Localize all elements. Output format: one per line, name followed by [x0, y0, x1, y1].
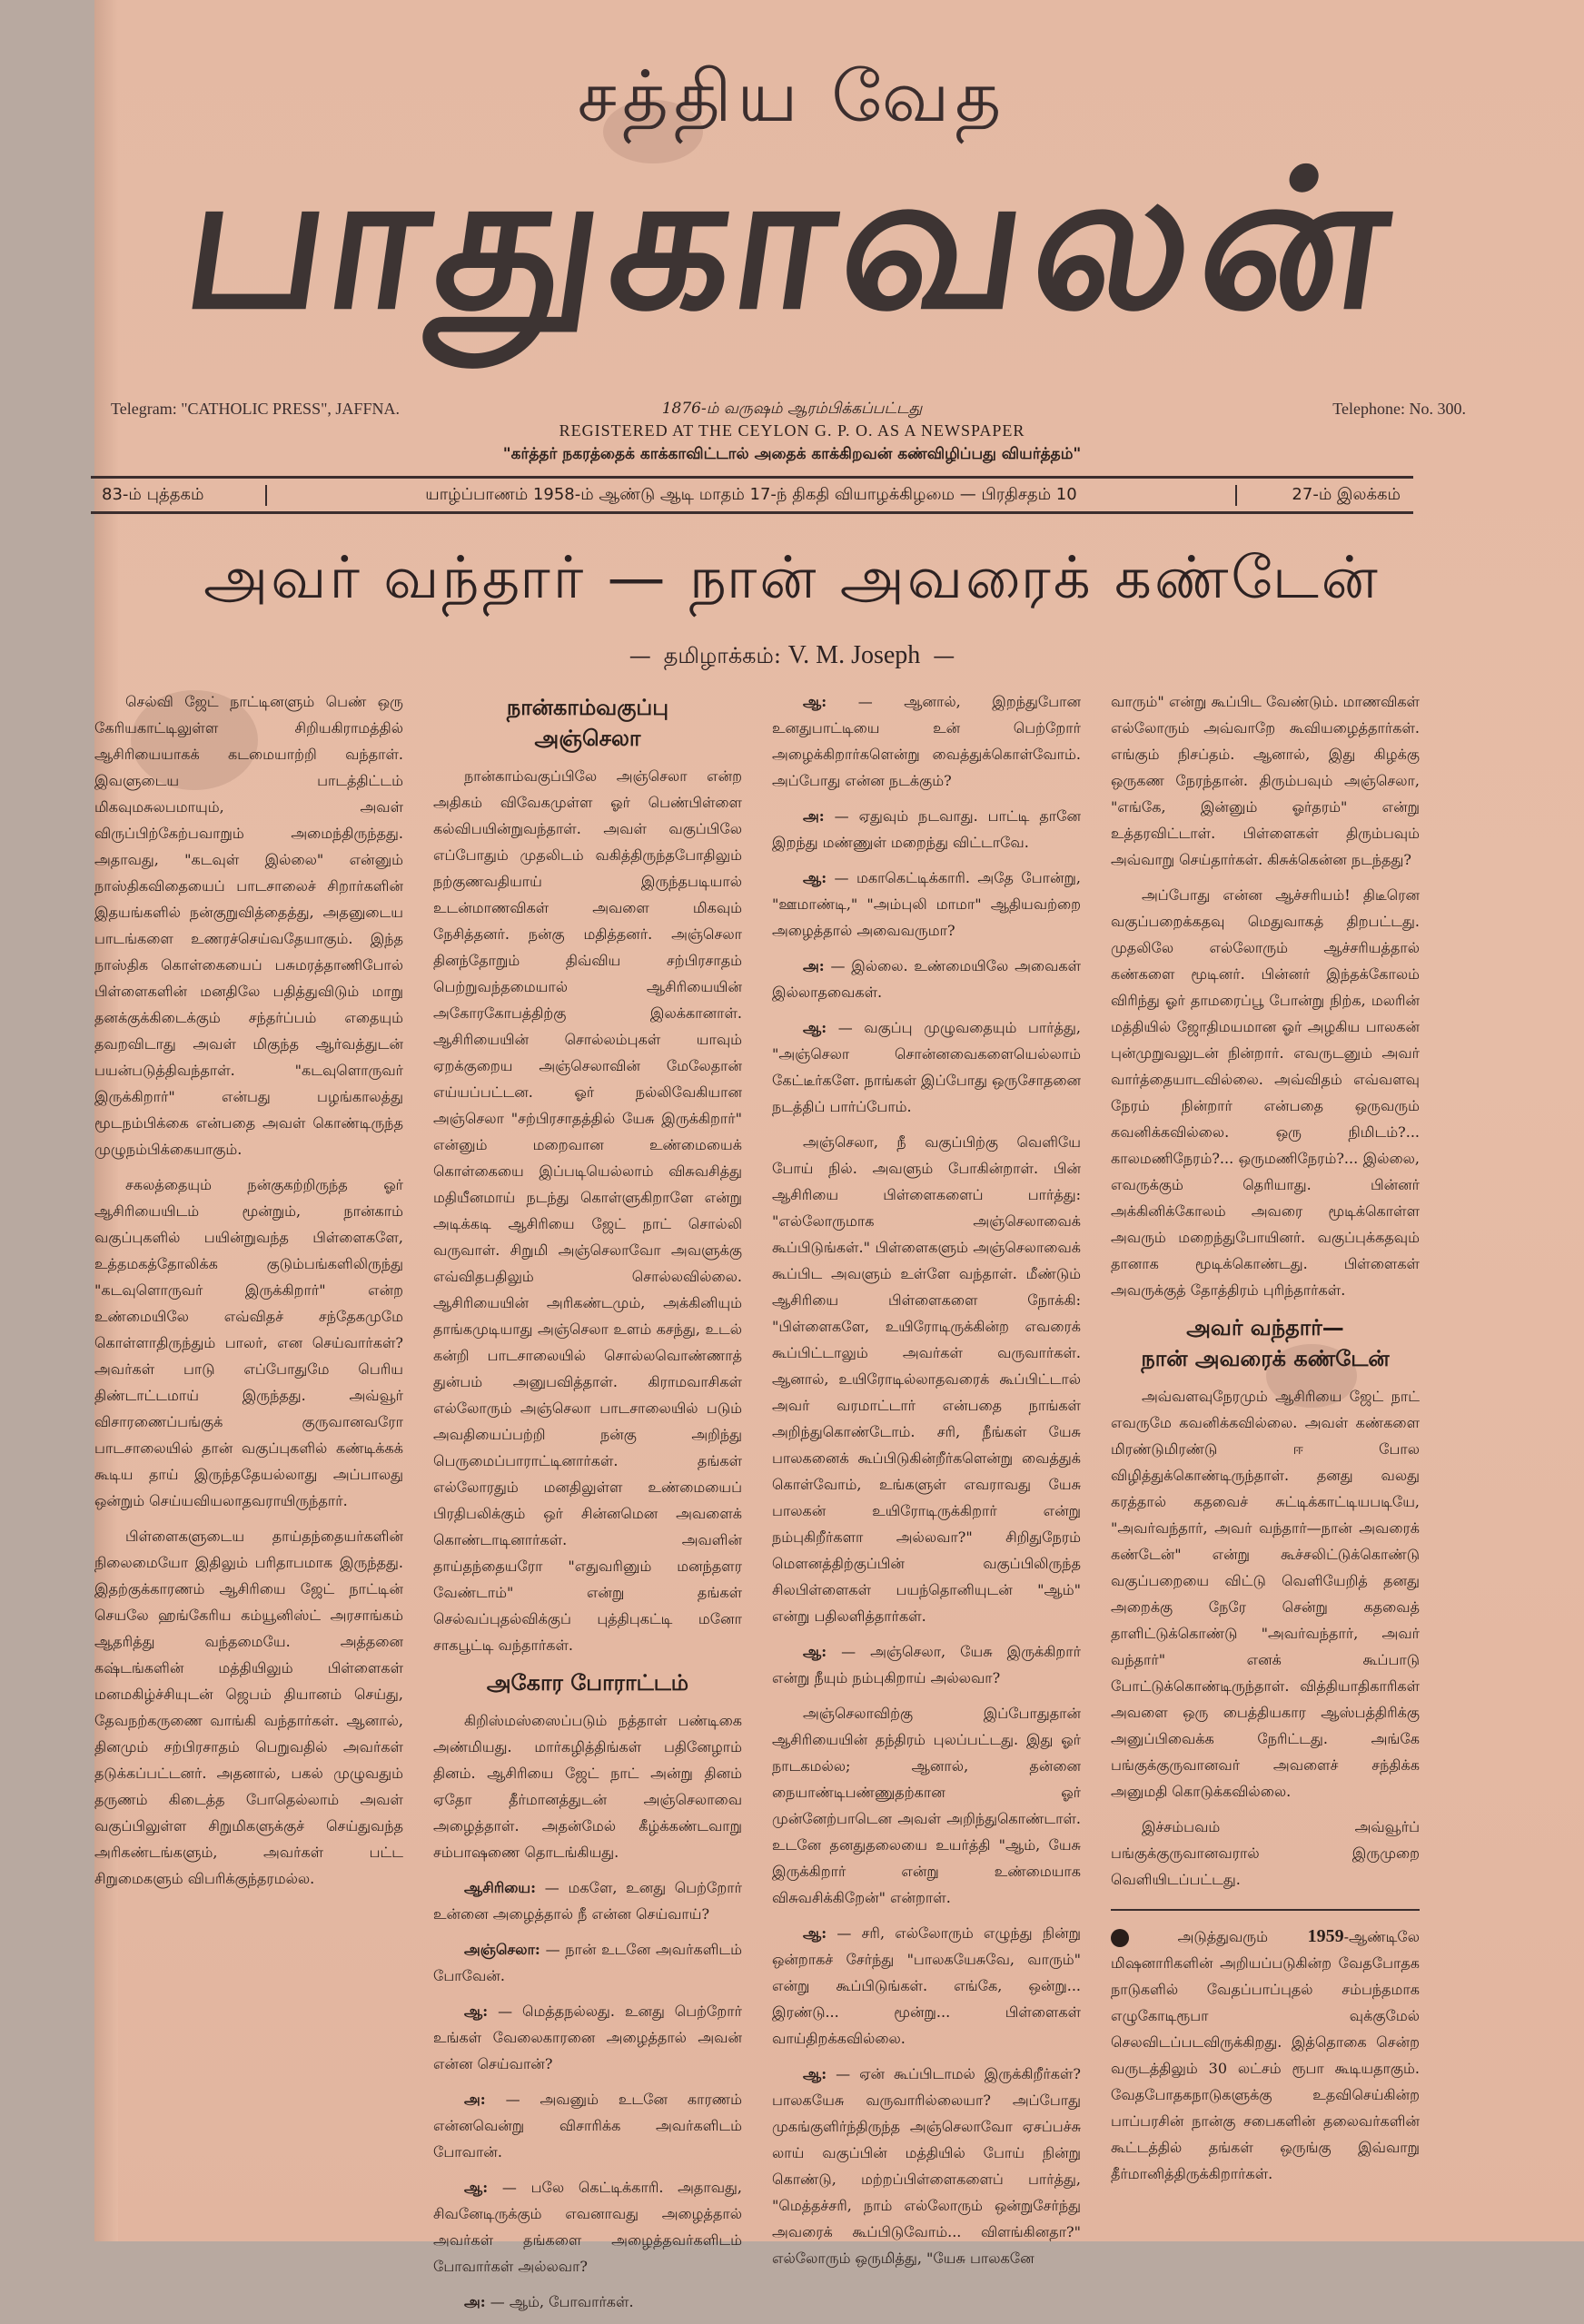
registration-note: REGISTERED AT THE CEYLON G. P. O. AS A NEWSPAPER	[559, 421, 1025, 440]
dialogue-line	[772, 1638, 1081, 1691]
paragraph: பிள்ளைகளுடைய தாய்தந்தையர்களின் நிலைமையோ இதிலும் பரிதாபமாக இருந்தது. இதற்குக்காரணம் ஆசிரியை ஜேட் நாட்டின் செயலே ஹங்கேரிய கம்யூனிஸ்ட் அரசாங்கம் ஆதரித்து வந்தமையே. அத்தனை கஷ்டங்களின் மத்தியிலும் பிள்ளைகள் மனமகிழ்ச்சியுடன் ஜெபம் தியானம் செய்து, தேவநற்கருணை வாங்கி வந்தார்கள். ஆனால், தினமும் சற்பிரசாதம் பெறுவதில் அவர்கள் தடுக்கப்பட்டனர். அதனால், பகல் முழுவதும் தருணம் கிடைத்த போதெல்லாம் அவள் வகுப்பிலுள்ள சிறுமிகளுக்குச் செய்துவந்த அரிகண்டங்களும், அவர்கள் பட்ட சிறுமைகளும் விபரிக்குந்தரமல்ல.	[94, 1528, 403, 1887]
paragraph: நான்காம்வகுப்பிலே அஞ்செலா என்ற அதிகம் விவேகமுள்ள ஓர் பெண்பிள்ளை கல்விபயின்றுவந்தாள். அவள் வகுப்பிலே எப்போதும் முதலிடம் வகித்திருந்தபோதிலும் நற்குணவதியாய் இருந்தபடியால் உடன்மாணவிகள் அவளை மிகவும் நேசித்தனர். நன்கு மதித்தனர். அஞ்செலா தினந்தோறும் திவ்விய சற்பிரசாதம் பெற்றுவந்தமையால் ஆசிரியையின் அகோரகோபத்திற்கு இலக்கானாள். ஆசிரியையின் சொல்லம்புகள் யாவும் ஏறக்குறைய அஞ்செலாவின் மேலேதான் எய்யப்பட்டன. ஓர் நல்லிவேகியான அஞ்செலா "சற்பிரசாதத்தில் யேசு இருக்கிறார்" என்னும் மறைவான உண்மையைக் கொள்கையை இப்படியெல்லாம் விசுவசித்து மதியீனமாய் நடந்து கொள்ளுகிறாளே என்று அடிக்கடி ஆசிரியை ஜேட் நாட் சொல்லி வருவாள். சிறுமி அஞ்செலாவோ அவளுக்கு எவ்விதபதிலும் சொல்லவில்லை. ஆசிரியையின் அரிகண்டமும், அக்கினியும் தாங்கமுடியாது அஞ்செலா உளம் கசந்து, உடல் கன்றி பாடசாலையில் சொல்லவொண்ணாத் துன்பம் அனுபவித்தாள். கிராமவாசிகள் எல்லோரும் அஞ்செலா பாடசாலையில் படும் அவதியைப்பற்றி நன்கு அறிந்து பெருமைப்பாராட்டினார்கள். தங்கள் எல்லோரதும் மனதிலுள்ள உண்மையைப் பிரதிபலிக்கும் ஒர் சின்னமென அவளைக் கொண்டாடினார்கள். அவளின் தாய்தந்தையரோ "எதுவரினும் மனந்தளர வேண்டாம்" என்று தங்கள் செல்வப்புதல்விக்குப் புத்திபுகட்டி மனோ சாகபூட்டி வந்தார்கள்.	[433, 767, 742, 1654]
speech: — அஞ்செலா, யேசு இருக்கிறார் என்று நீயும் நம்புகிறாய் அல்லவா?	[772, 1643, 1081, 1686]
brief-year: 1959	[1307, 1926, 1344, 1946]
speaker: ஆ:	[803, 1924, 827, 1942]
dialogue-line	[433, 2086, 742, 2165]
masthead-subtitle: சத்திய வேத	[577, 56, 1007, 138]
speaker: அஞ்செலா:	[464, 1941, 540, 1958]
speaker: ஆ:	[803, 693, 827, 710]
dialogue-line	[433, 1998, 742, 2077]
paragraph: இச்சம்பவம் அவ்வூர்ப் பங்குக்குருவானவரால் இருமுறை வெளியிடப்பட்டது.	[1111, 1818, 1420, 1888]
dialogue-line	[772, 1014, 1081, 1120]
dateline-bar	[91, 476, 1413, 514]
speaker: ஆ:	[803, 2065, 827, 2082]
issue-date: யாழ்ப்பாணம் 1958-ம் ஆண்டு ஆடி மாதம் 17-ந் திகதி வியாழக்கிழமை — பிரதிசதம் 10	[425, 484, 1077, 504]
translator-name: V. M. Joseph	[787, 641, 921, 669]
article-body	[94, 688, 1421, 2310]
speech: — ஆனால், இறந்துபோன உனதுபாட்டியை உன் பெற்றோர் அழைக்கிறார்களென்று வைத்துக்கொள்வோம். அப்போது என்ன நடக்கும்?	[772, 693, 1081, 789]
speech: — நான் உடனே அவர்களிடம் போவேன்.	[433, 1941, 742, 1984]
article-headline: அவர் வந்தார் — நான் அவரைக் கண்டேன்	[203, 545, 1381, 612]
speaker: ஆ:	[803, 1643, 827, 1660]
column-1	[94, 688, 403, 1901]
dialogue-line	[433, 1874, 742, 1927]
telegram-address: Telegram: "CATHOLIC PRESS", JAFFNA.	[111, 400, 400, 418]
news-brief	[1111, 1909, 1420, 2187]
paragraph: சகலத்தையும் நன்குகற்றிருந்த ஓர் ஆசிரியையிடம் மூன்றும், நான்காம் வகுப்புகளில் பயின்றுவந்த பிள்ளைகளே, உத்தமகத்தோலிக்க குடும்பங்களிலிருந்து "கடவுளொருவர் இருக்கிறார்" என்ற உண்மையிலே எவ்விதச் சந்தேகமுமே கொள்ளாதிருந்தும் பாலர், என செய்வார்கள்? அவர்கள் பாடு எப்போதுமே பெரிய திண்டாட்டமாய் இருந்தது. அவ்வூர் விசாரணைப்பங்குக் குருவானவரோ பாடசாலையில் தான் வகுப்புகளில் கண்டிக்கக் கூடிய தாய் இருந்ததேயல்லாது அப்பாலது ஒன்றும் செய்யவியலாதவராயிருந்தார்.	[94, 1176, 403, 1509]
paragraph: அப்போது என்ன ஆச்சரியம்! திடீரென வகுப்பறைக்கதவு மெதுவாகத் திறபட்டது. முதலிலே எல்லோரும் ஆச்சரியத்தால் கண்களை மூடினர். பின்னர் இந்தக்கோலம் விரிந்து ஓர் தாமரைப்பூ போன்று நிற்க, மலரின் மத்தியில் ஜோதிமயமான ஓர் அழகிய பாலகன் புன்முறுவலுடன் நின்றார். எவருடனும் அவர் வார்த்தையாடவில்லை. அவ்விதம் எவ்வளவு நேரம் நின்றார் என்பதை ஒருவரும் கவனிக்கவில்லை. ஒரு நிமிடம்?... காலமணிநேரம்?... ஒருமணிநேரம்?... இல்லை, எவருக்கும் தெரியாது. பின்னர் அக்கினிக்கோலம் அவரை மூடிக்கொள்ள அவரும் மறைந்துபோயினர். வகுப்புக்கதவும் தானாக மூடிக்கொண்டது. பிள்ளைகள் அவருக்குத் தோத்திரம் புரிந்தார்கள்.	[1111, 886, 1420, 1299]
section-heading	[1111, 1312, 1420, 1374]
speaker: ஆ:	[803, 1019, 827, 1036]
dialogue-line	[433, 2289, 742, 2315]
section-heading	[433, 692, 742, 754]
dialogue-line	[772, 865, 1081, 944]
speech: — பலே கெட்டிக்காரி. அதாவது, சிவனேடிருக்கும் எவனாவது அழைத்தால் அவர்கள் தங்களை அழைத்தவர்களிடம் போவார்கள் அல்லவா?	[433, 2179, 742, 2275]
section-heading-line: நான் அவரைக் கண்டேன்	[1141, 1346, 1390, 1371]
speech: — மெத்தநல்லது. உனது பெற்றோர் உங்கள் வேலைகாரனை அழைத்தால் அவன் என்ன செய்வான்?	[433, 2003, 743, 2072]
volume-number: 83-ம் புத்தகம்	[91, 485, 267, 506]
column-2	[433, 688, 742, 2324]
speaker: ஆ:	[803, 869, 827, 886]
paragraph: கிறிஸ்மஸ்ஸைப்படும் நத்தாள் பண்டிகை அண்மியது. மார்கழித்திங்கள் பதினேழாம் தினம். ஆசிரியை ஜேட் நாட் அன்று தினம் ஏதோ தீர்மானத்துடன் அஞ்செலாவை அழைத்தாள். அதன்மேல் கீழ்க்கண்டவாறு சம்பாஷணை தொடங்கியது.	[433, 1712, 742, 1861]
section-heading-line: அவர் வந்தார்—	[1186, 1315, 1344, 1340]
byline-label: தமிழாக்கம்:	[663, 643, 781, 668]
dialogue-line	[772, 803, 1081, 855]
telephone-number: Telephone: No. 300.	[1332, 400, 1466, 418]
column-4	[1111, 688, 1420, 2196]
brief-text: -ஆண்டிலே மிஷனாரிகளின் அறியப்படுகின்ற வேதபோதக நாடுகளில் வேதப்பாப்புதல் சம்பந்தமாக எழுகோடிரூபா வுக்குமேல் செலவிடப்படவிருக்கிறது. இத்தொகை சென்ற வருடத்திலும் 30 லட்சம் ரூபா கூடியதாகும். வேதபோதகநாடுகளுக்கு உதவிசெய்கின்ற பாப்பரசின் நான்கு சபைகளின் தலைவர்களின் கூட்டத்தில் தங்கள் ஒருங்கு இவ்வாறு தீர்மானித்திருக்கிறார்கள்.	[1111, 1928, 1420, 2182]
dialogue-line	[433, 1936, 742, 1989]
speech: — வகுப்பு முழுவதையும் பார்த்து, "அஞ்செலா சொன்னவைகளையெல்லாம் கேட்டீர்களே. நாங்கள் இப்போது ஒருசோதனை நடத்திப் பார்ப்போம்.	[772, 1019, 1082, 1115]
issue-number: 27-ம் இலக்கம்	[1235, 485, 1413, 506]
byline: — தமிழாக்கம்: V. M. Joseph —	[629, 641, 955, 669]
dialogue-line	[433, 2174, 742, 2279]
speaker: ஆசிரியை:	[464, 1879, 537, 1896]
motto: "கர்த்தர் நகரத்தைக் காக்காவிட்டால் அதைக் காக்கிறவன் கண்விழிப்பது வியர்த்தம்"	[502, 445, 1082, 463]
speaker: ஆ:	[464, 2003, 489, 2020]
speech: — சரி, எல்லோரும் எழுந்து நின்று ஒன்றாகச் சேர்ந்து "பாலகயேசுவே, வாரும்" என்று கூப்பிடுங்கள். எங்கே, ஒன்று... இரண்டு... மூன்று... பிள்ளைகள் வாய்திறக்கவில்லை.	[772, 1924, 1081, 2047]
speech: — ஆம், போவார்கள்.	[490, 2293, 634, 2310]
section-heading-line: அஞ்செலா	[534, 726, 641, 751]
bullet-icon	[1111, 1929, 1129, 1947]
dialogue-line	[772, 688, 1081, 794]
speaker: அ:	[464, 2091, 486, 2108]
paragraph: அஞ்செலாவிற்கு இப்போதுதான் ஆசிரியையின் தந்திரம் புலப்பட்டது. இது ஓர் நாடகமல்ல; ஆனால், தன்னை நையாண்டிபண்ணுதற்கான ஓர் முன்னேற்பாடென அவள் அறிந்துகொண்டாள். உடனே தனதுதலையை உயர்த்தி "ஆம், யேசு இருக்கிறார் என்று உண்மையாக விசுவசிக்கிறேன்" என்றாள்.	[772, 1705, 1081, 1906]
speech: — ஏன் கூப்பிடாமல் இருக்கிறீர்கள்? பாலகயேசு வருவாரில்லையா? அப்போது முகங்குளிர்ந்திருந்த அஞ்செலாவோ ஏசப்பச்சு லாய் வகுப்பின் மத்தியில் போய் நின்று கொண்டு, மற்றப்பிள்ளைகளைப் பார்த்து, "மெத்தச்சரி, நாம் எல்லோரும் ஒன்றுசேர்ந்து அவரைக் கூப்பிடுவோம்... விளங்கினதா?" எல்லோரும் ஒருமித்து, "யேசு பாலகனே	[772, 2065, 1081, 2267]
paragraph: வாரும்" என்று கூப்பிட வேண்டும். மாணவிகள் எல்லோரும் அவ்வாறே கூவியழைத்தார்கள். எங்கும் நிசப்தம். ஆனால், இது கிழக்கு ஒருகண நேரந்தான். திரும்பவும் அஞ்செலா, "எங்கே, இன்னும் ஓர்தரம்" என்று உத்தரவிட்டாள். பிள்ளைகள் திரும்பவும் அவ்வாறு செய்தார்கள். கிசுக்கென்ன நடந்தது?	[1111, 693, 1420, 868]
masthead-title: பாதுகாவலன்	[172, 129, 1412, 351]
speech: — இல்லை. உண்மையிலே அவைகள் இல்லாதவைகள்.	[772, 957, 1081, 1001]
paragraph: அஞ்செலா, நீ வகுப்பிற்கு வெளியே போய் நில். அவளும் போகின்றாள். பின் ஆசிரியை பிள்ளைகளைப் பார்த்து: "எல்லோருமாக அஞ்செலாவைக் கூப்பிடுங்கள்." பிள்ளைகளும் அஞ்செலாவைக் கூப்பிட அவளும் உள்ளே வந்தாள். மீண்டும் ஆசிரியை பிள்ளைகளை நோக்கி: "பிள்ளைகளே, உயிரோடிருக்கின்ற எவரைக் கூப்பிட்டாலும் அவர்கள் வருவார்கள். ஆனால், உயிரோடில்லாதவரைக் கூப்பிட்டால் அவர் வரமாட்டார் என்பதை நாங்கள் அறிந்துகொண்டோம். சரி, நீங்கள் யேசு பாலகனைக் கூப்பிடுகின்றீர்களென்று வைத்துக் கொள்வோம், உங்களுள் எவராவது யேசு பாலகன் உயிரோடிருக்கிறார் என்று நம்புகிறீர்களா அல்லவா?" சிறிதுநேரம் மௌனத்திற்குப்பின் வகுப்பிலிருந்த சிலபிள்ளைகள் பயந்தொனியுடன் "ஆம்" என்று பதிலளித்தார்கள்.	[772, 1133, 1081, 1625]
paragraph	[1111, 1923, 1420, 2187]
paragraph: செல்வி ஜேட் நாட்டினளும் பெண் ஒரு கேரியகாட்டிலுள்ள சிறியகிராமத்தில் ஆசிரியையாகக் கடமையாற்றி வந்தாள். இவளுடைய பாடத்திட்டம் மிகவுமசுலபமாயும், அவள் விருப்பிற்கேற்பவாறும் அமைந்திருந்தது. அதாவது, "கடவுள் இல்லை" என்னும் நாஸ்திகவிதையைப் பாடசாலைச் சிறார்களின் இதயங்களில் நன்குறுவித்தைத்து, அதனுடைய பாடங்களை உணரச்செய்வதேயாகும். இந்த நாஸ்திக கொள்கையைப் பசுமரத்தாணிபோல் பிள்ளைகளின் மனதிலே பதித்துவிடும் மாறு தனக்குக்கிடைக்கும் சந்தர்ப்பம் எதையும் தவறவிடாது அவள் மிகுந்த ஆர்வத்துடன் பயன்படுத்திவந்தாள். "கடவுளொருவர் இருக்கிறார்" என்பது பழங்காலத்து மூடநம்பிக்கை என்பதை அவள் கொண்டிருந்த முழுநம்பிக்கையாகும்.	[94, 693, 403, 1158]
section-heading-line: நான்காம்வகுப்பு	[506, 695, 669, 720]
section-heading: அகோர போராட்டம்	[486, 1670, 689, 1696]
speaker: அ:	[803, 807, 825, 825]
speaker: அ:	[464, 2293, 486, 2310]
established-note: 1876-ம் வருஷம் ஆரம்பிக்கப்பட்டது	[661, 400, 923, 418]
paragraph: அவ்வளவுநேரமும் ஆசிரியை ஜேட் நாட் எவருமே கவனிக்கவில்லை. அவள் கண்களை மிரண்டுமிரண்டு ஈ போல விழித்துக்கொண்டிருந்தாள். தனது வலது கரத்தால் கதவைச் சுட்டிக்காட்டியபடியே, "அவர்வந்தார், அவர் வந்தார்—நான் அவரைக் கண்டேன்" என்று கூச்சலிட்டுக்கொண்டு வகுப்பறையை விட்டு வெளியேறித் தனது அறைக்கு நேரே சென்று கதவைத் தாளிட்டுக்கொண்டு "அவர்வந்தார், அவர் வந்தார்" எனக் கூப்பாடு போட்டுக்கொண்டிருந்தாள். வித்தியாதிகாரிகள் அவளை ஒரு பைத்தியகார ஆஸ்பத்திரிக்கு அனுப்பிவைக்க நேரிட்டது. அங்கே பங்குக்குருவானவர் அவளைச் சந்திக்க அனுமதி கொடுக்கவில்லை.	[1111, 1388, 1420, 1800]
speaker: அ:	[803, 957, 825, 974]
speaker: ஆ:	[464, 2179, 489, 2196]
column-3	[772, 688, 1081, 2280]
brief-text: அடுத்துவரும்	[1177, 1928, 1268, 1945]
dialogue-line	[772, 2061, 1081, 2271]
speech: — மகாகெட்டிக்காரி. அதே போன்று, "ஊமாண்டி," "அம்புலி மாமா" ஆதியவற்றை அழைத்தால் அவைவருமா?	[772, 869, 1081, 939]
dialogue-line	[772, 1920, 1081, 2052]
speech: — மகளே, உனது பெற்றோர் உன்னை அழைத்தால் நீ என்ன செய்வாய்?	[433, 1879, 743, 1923]
dialogue-line	[772, 953, 1081, 1005]
speech: — ஏதுவும் நடவாது. பாட்டி தானே இறந்து மண்ணுள் மறைந்து விட்டாவே.	[772, 807, 1081, 851]
speech: — அவனும் உடனே காரணம் என்னவென்று விசாரிக்க அவர்களிடம் போவான்.	[433, 2091, 742, 2161]
